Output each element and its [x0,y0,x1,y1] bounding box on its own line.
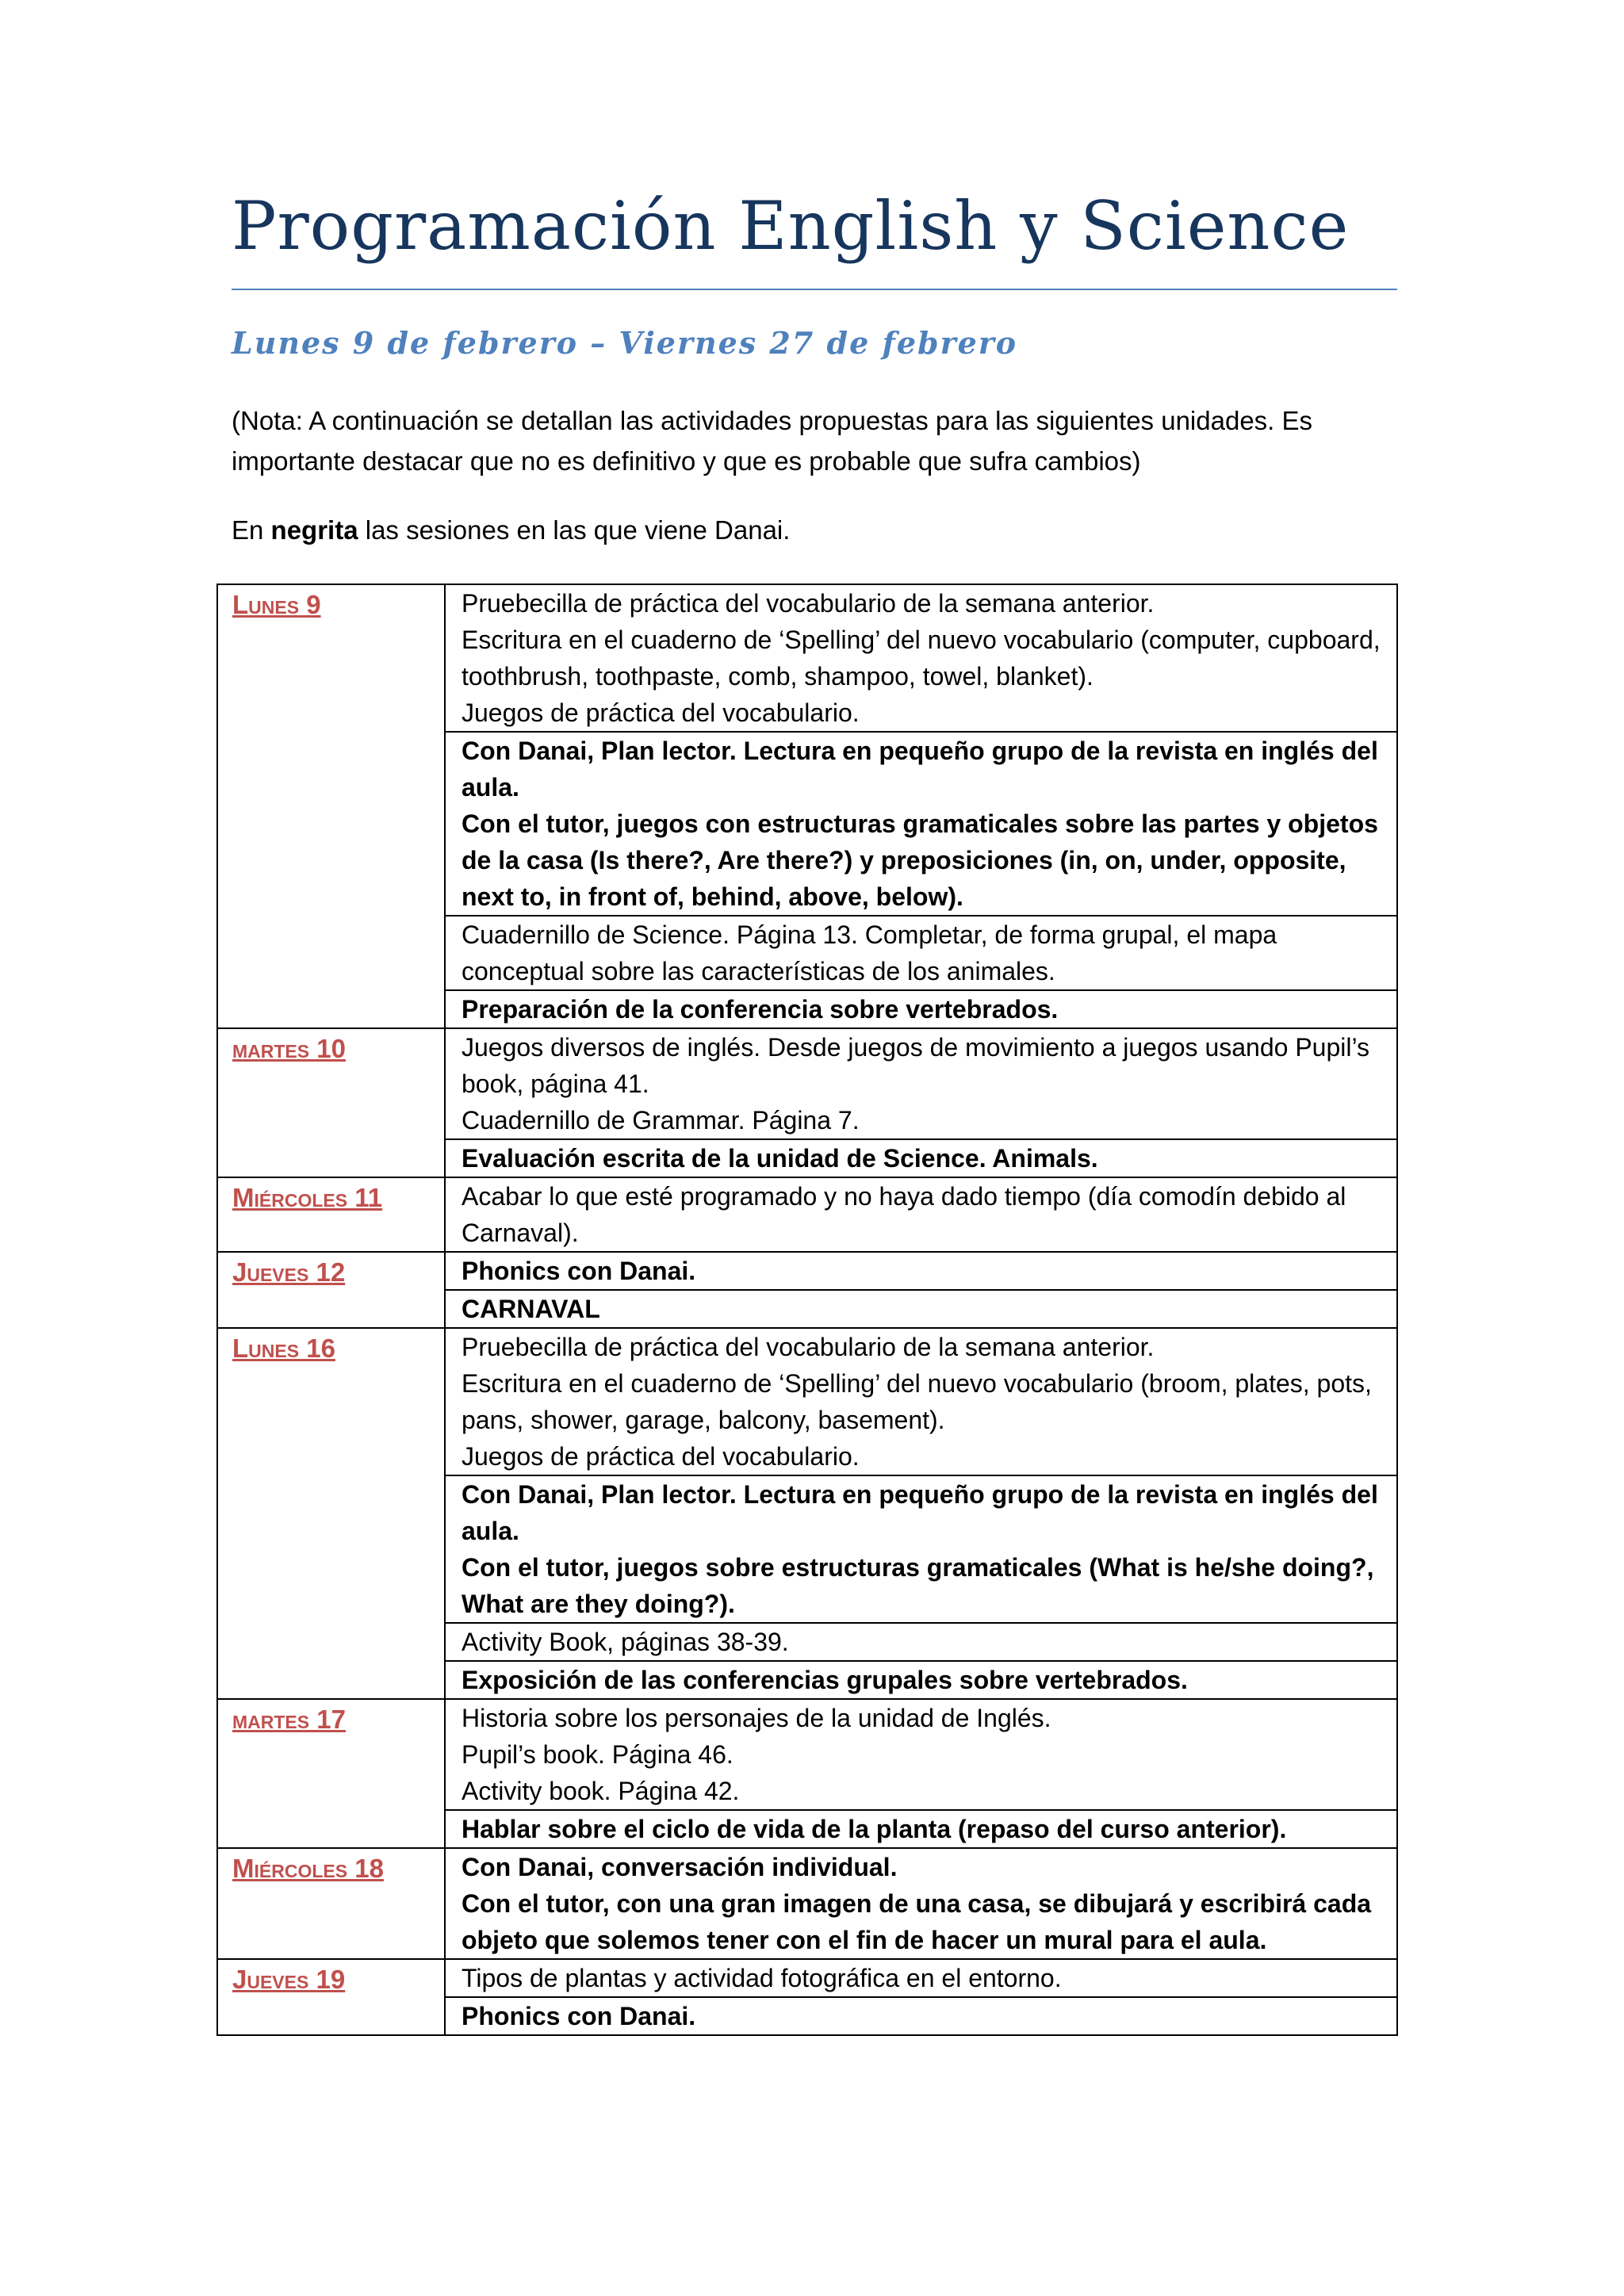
danai-session-cell [445,1475,1397,1623]
day-cell [217,1252,445,1328]
day-cell [217,1848,445,1959]
activity-text: Acabar lo que esté programado y no haya dado tiempo (día comodín debido al Carnaval). [462,1182,1346,1247]
day-label: Lunes 9 [232,590,321,619]
activity-text: Preparación de la conferencia sobre vertebrados. [462,995,1059,1024]
session-cell [445,1328,1397,1475]
day-label: martes 17 [232,1705,346,1734]
schedule-row [217,1699,1397,1810]
activity-text: Cuadernillo de Science. Página 13. Completar, de forma grupal, el mapa conceptual sobre las características de los animales. [462,920,1277,985]
activity-text: Con el tutor, juegos con estructuras gramaticales sobre las partes y objetos de la casa (Is there?, Are there?) y preposiciones (in, on, under, opposite, next to, in front of, behind, above, below). [462,809,1378,911]
day-cell [217,1959,445,2035]
activity-text: Phonics con Danai. [462,2002,696,2030]
activity-text: Pruebecilla de práctica del vocabulario de la semana anterior. [462,1333,1155,1361]
legend-bold-word: negrita [270,515,358,545]
activity-text: Escritura en el cuaderno de ‘Spelling’ del nuevo vocabulario (computer, cupboard, toothbrush, toothpaste, comb, shampoo, towel, blanket). [462,626,1381,691]
schedule-row [217,1252,1397,1290]
activity-text: CARNAVAL [462,1295,600,1323]
session-cell [445,1177,1397,1252]
session-cell [445,1623,1397,1661]
legend-suffix: las sesiones en las que viene Danai. [365,515,791,545]
day-label: martes 10 [232,1034,346,1063]
day-cell [217,1177,445,1252]
day-label: Miércoles 18 [232,1854,384,1883]
danai-session-cell [445,1290,1397,1328]
session-cell [445,1699,1397,1810]
day-label: Lunes 16 [232,1334,335,1363]
danai-session-cell [445,990,1397,1028]
activity-text: Juegos diversos de inglés. Desde juegos de movimiento a juegos usando Pupil’s book, página 41. [462,1033,1369,1098]
schedule-row [217,1848,1397,1959]
legend-prefix: En [232,515,264,545]
activity-text: Activity book. Página 42. [462,1777,740,1805]
activity-text: Evaluación escrita de la unidad de Science. Animals. [462,1144,1098,1173]
activity-text: Pupil’s book. Página 46. [462,1740,733,1769]
danai-session-cell [445,1139,1397,1177]
session-cell [445,916,1397,990]
page-title: Programación English y Science [232,187,1350,265]
activity-text: Historia sobre los personajes de la unidad de Inglés. [462,1704,1051,1732]
schedule-table [216,584,1398,2036]
danai-session-cell [445,732,1397,916]
day-cell [217,1699,445,1848]
activity-text: Con Danai, Plan lector. Lectura en pequeño grupo de la revista en inglés del aula. [462,1480,1378,1545]
danai-session-cell [445,1997,1397,2035]
activity-text: Con el tutor, con una gran imagen de una casa, se dibujará y escribirá cada objeto que solemos tener con el fin de hacer un mural para el aula. [462,1889,1372,1954]
danai-session-cell [445,1661,1397,1699]
session-cell [445,584,1397,732]
session-cell [445,1959,1397,1997]
activity-text: Activity Book, páginas 38-39. [462,1628,789,1656]
activity-text: Juegos de práctica del vocabulario. [462,1442,860,1471]
danai-session-cell [445,1810,1397,1848]
session-cell [445,1028,1397,1139]
date-range-subtitle: Lunes 9 de febrero – Viernes 27 de febrero [232,325,1018,361]
activity-text: Pruebecilla de práctica del vocabulario de la semana anterior. [462,589,1155,618]
activity-text: Cuadernillo de Grammar. Página 7. [462,1106,860,1135]
danai-session-cell [445,1848,1397,1959]
activity-text: Exposición de las conferencias grupales sobre vertebrados. [462,1666,1188,1694]
day-label: Jueves 19 [232,1965,346,1994]
schedule-row [217,1177,1397,1252]
activity-text: Tipos de plantas y actividad fotográfica en el entorno. [462,1964,1062,1992]
activity-text: Phonics con Danai. [462,1257,696,1285]
activity-text: Hablar sobre el ciclo de vida de la planta (repaso del curso anterior). [462,1815,1287,1843]
day-cell [217,584,445,1028]
activity-text: Con Danai, conversación individual. [462,1853,898,1881]
schedule-row [217,584,1397,732]
danai-session-cell [445,1252,1397,1290]
schedule-row [217,1959,1397,1997]
bold-legend-note [232,510,790,550]
schedule-row [217,1028,1397,1139]
day-cell [217,1328,445,1699]
schedule-row [217,1328,1397,1475]
title-underline [232,289,1397,290]
day-cell [217,1028,445,1177]
activity-text: Escritura en el cuaderno de ‘Spelling’ del nuevo vocabulario (broom, plates, pots, pans, shower, garage, balcony, basement). [462,1369,1372,1434]
activity-text: Con Danai, Plan lector. Lectura en pequeño grupo de la revista en inglés del aula. [462,737,1378,802]
activity-text: Juegos de práctica del vocabulario. [462,698,860,727]
activity-text: Con el tutor, juegos sobre estructuras gramaticales (What is he/she doing?, What are they doing?). [462,1553,1374,1618]
day-label: Jueves 12 [232,1257,346,1287]
disclaimer-note: (Nota: A continuación se detallan las actividades propuestas para las siguientes unidades. Es importante destacar que no es definitivo y que es probable que sufra cambios) [232,406,1313,476]
day-label: Miércoles 11 [232,1183,383,1212]
